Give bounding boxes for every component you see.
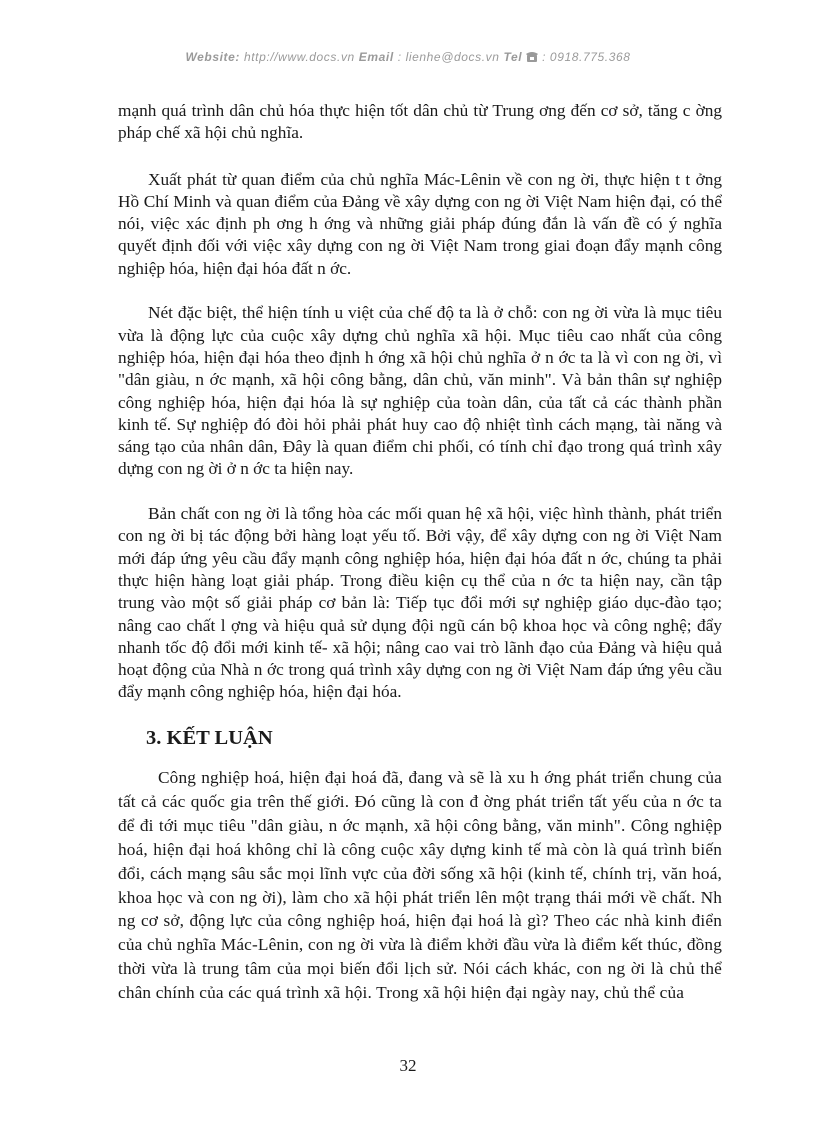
tel-label: Tel: [503, 50, 523, 64]
website-label: Website:: [185, 50, 241, 64]
phone-icon: [526, 50, 538, 64]
conclusion-paragraph: Công nghiệp hoá, hiện đại hoá đã, đang và sẽ là xu h ớng phát triển chung của tất cả các quốc gia trên thế giới. Đó cũng là con đ ờng phát triển tất yếu của n ớc ta để đi tới mục tiêu "dân giàu, n ớc mạnh, xã hội công bằng, văn minh". Công nghiệp hoá, hiện đại hoá không chỉ là công cuộc xây dựng kinh tế mà còn là quá trình biến đổi, cách mạng sâu sắc mọi lĩnh vực của đời sống xã hội (kinh tế, chính trị, văn hoá, khoa học và con ng ời), làm cho xã hội phát triển lên một trạng thái mới về chất. Nh ng cơ sở, động lực của công nghiệp hoá, hiện đại hoá là gì? Theo các nhà kinh điển của chủ nghĩa Mác-Lênin, con ng ời vừa là điểm khởi đầu vừa là điểm kết thúc, đồng thời vừa là trung tâm của mọi biến đổi lịch sử. Nói cách khác, con ng ời là chủ thể chân chính của các quá trình xã hội. Trong xã hội hiện đại ngày nay, chủ thể của: [118, 768, 722, 1003]
email-value[interactable]: : lienhe@docs.vn: [397, 50, 500, 64]
website-url[interactable]: http://www.docs.vn: [243, 50, 355, 64]
email-label: Email: [358, 50, 394, 64]
paragraph-1: mạnh quá trình dân chủ hóa thực hiện tốt dân chủ từ Trung ơng đến cơ sở, tăng c ờng pháp chế xã hội chủ nghĩa.: [118, 101, 722, 143]
paragraph-3: Nét đặc biệt, thể hiện tính u việt của chế độ ta là ở chỗ: con ng ời vừa là mục tiêu vừa là động lực của cuộc xây dựng chủ nghĩa xã hội. Mục tiêu cao nhất của công nghiệp hóa, hiện đại hóa theo định h ớng xã hội chủ nghĩa ở n ớc ta là vì con ng ời, vì "dân giàu, n ớc mạnh, xã hội công bằng, dân chủ, văn minh". Và bản thân sự nghiệp công nghiệp hóa, hiện đại hóa là sự nghiệp của toàn dân, của tất cả các thành phần kinh tế. Sự nghiệp đó đòi hỏi phải phát huy cao độ nhiệt tình cách mạng, tài năng và sáng tạo của nhân dân, Đây là quan điểm chi phối, có tính chỉ đạo trong quá trình xây dựng con ng ời ở n ớc ta hiện nay.: [118, 303, 722, 479]
document-body: [118, 100, 722, 1027]
section-heading: 3. KẾT LUẬN: [146, 727, 273, 750]
paragraph-4: Bản chất con ng ời là tổng hòa các mối quan hệ xã hội, việc hình thành, phát triển con ng ời bị tác động bởi hàng loạt yếu tố. Bởi vậy, để xây dựng con ng ời Việt Nam mới đáp ứng yêu cầu đẩy mạnh công nghiệp hóa, hiện đại hóa đất n ớc, chúng ta phải thực hiện hàng loạt giải pháp. Trong điều kiện cụ thể của n ớc ta hiện nay, cần tập trung vào một số giải pháp cơ bản là: Tiếp tục đổi mới sự nghiệp giáo dục-đào tạo; nâng cao chất l ợng và hiệu quả sử dụng đội ngũ cán bộ khoa học và công nghệ; đẩy nhanh tốc độ đổi mới kinh tế- xã hội; nâng cao vai trò lãnh đạo của Đảng và hiệu quả hoạt động của Nhà n ớc trong quá trình xây dựng con ng ời Việt Nam đáp ứng yêu cầu đẩy mạnh công nghiệp hóa, hiện đại hóa.: [118, 504, 722, 702]
tel-value: : 0918.775.368: [542, 50, 631, 64]
page-header: [0, 50, 816, 64]
paragraph-2: Xuất phát từ quan điểm của chủ nghĩa Mác-Lênin về con ng ời, thực hiện t t ởng Hồ Chí Minh và quan điểm của Đảng về xây dựng con ng ời Việt Nam hiện đại, có thể nói, việc xác định ph ơng h ớng và những giải pháp đúng đắn là vấn đề có ý nghĩa quyết định đối với việc xây dựng con ng ời Việt Nam trong giai đoạn đẩy mạnh công nghiệp hóa, hiện đại hóa đất n ớc.: [118, 169, 722, 278]
page-number: 32: [399, 1056, 417, 1075]
